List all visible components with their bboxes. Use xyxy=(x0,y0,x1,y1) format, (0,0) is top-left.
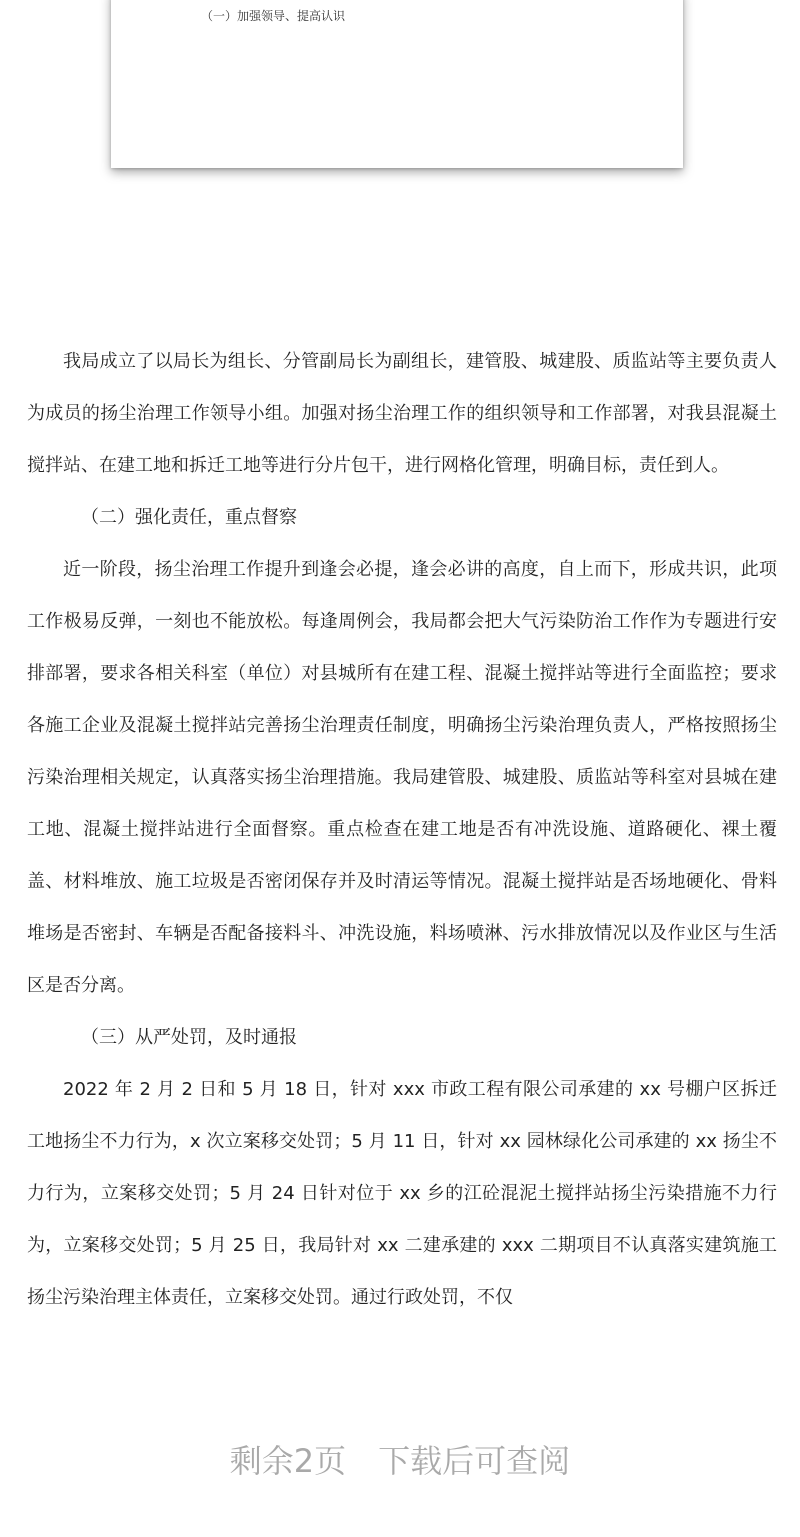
paragraph-leadership: 我局成立了以局长为组长、分管副局长为副组长，建管股、城建股、质监站等主要负责人为成员的扬尘治理工作领导小组。加强对扬尘治理工作的组织领导和工作部署，对我县混凝土搅拌站、在建工地和拆迁工地等进行分片包干，进行网格化管理，明确目标，责任到人。 xyxy=(27,351,777,476)
previous-page-preview xyxy=(111,0,683,168)
preview-section-heading: （一）加强领导、提高认识 xyxy=(201,9,346,23)
paragraph-penalty: 2022 年 2 月 2 日和 5 月 18 日，针对 xxx 市政工程有限公司承建的 xx 号棚户区拆迁工地扬尘不力行为，x 次立案移交处罚；5 月 11 日，针对 xx 园林绿化公司承建的 xx 扬尘不力行为，立案移交处罚；5 月 24 日针对位于 xx 乡的江砼混泥土搅拌站扬尘污染措施不力行为，立案移交处罚；5 月 25 日，我局针对 xx 二建承建的 xxx 二期项目不认真落实建筑施工扬尘污染治理主体责任，立案移交处罚。通过行政处罚，不仅 xyxy=(27,1079,777,1308)
paragraph-supervision: 近一阶段，扬尘治理工作提升到逢会必提，逢会必讲的高度，自上而下，形成共识，此项工作极易反弹，一刻也不能放松。每逢周例会，我局都会把大气污染防治工作作为专题进行安排部署，要求各相关科室（单位）对县城所有在建工程、混凝土搅拌站等进行全面监控；要求各施工企业及混凝土搅拌站完善扬尘治理责任制度，明确扬尘污染治理负责人，严格按照扬尘污染治理相关规定，认真落实扬尘治理措施。我局建管股、城建股、质监站等科室对县城在建工地、混凝土搅拌站进行全面督察。重点检查在建工地是否有冲洗设施、道路硬化、裸土覆盖、材料堆放、施工垃圾是否密闭保存并及时清运等情况。混凝土搅拌站是否场地硬化、骨料堆场是否密封、车辆是否配备接料斗、冲洗设施，料场喷淋、污水排放情况以及作业区与生活区是否分离。 xyxy=(27,559,777,996)
download-notice[interactable] xyxy=(0,1436,800,1482)
document-body xyxy=(27,336,777,1324)
section-heading-responsibility: （二）强化责任，重点督察 xyxy=(81,507,297,528)
section-heading-penalty: （三）从严处罚，及时通报 xyxy=(81,1027,297,1048)
download-to-view-label: 下载后可查阅 xyxy=(378,1442,571,1480)
remaining-pages-label: 剩余2页 xyxy=(229,1442,347,1480)
